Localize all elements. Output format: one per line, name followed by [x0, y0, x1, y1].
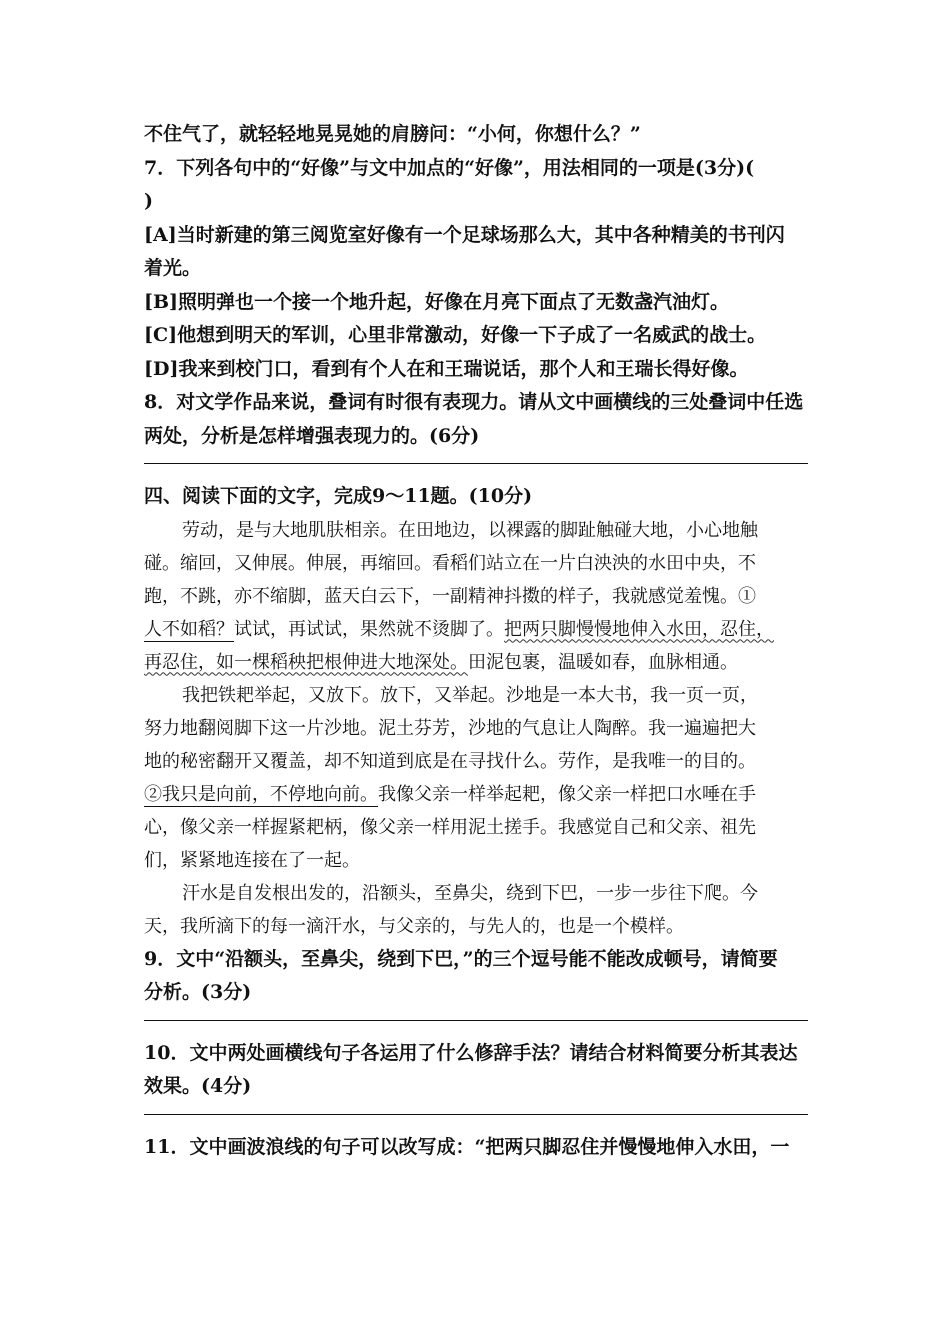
question-9-cont: 分析。(3分): [144, 981, 252, 1003]
passage-line: [144, 778, 808, 811]
option-a-cont: 着光。: [144, 257, 202, 279]
option-b: [B]照明弹也一个接一个地升起，好像在月亮下面点了无数盏汽油灯。: [144, 290, 730, 313]
question-11: 11．文中画波浪线的句子可以改写成：“把两只脚忍住并慢慢地伸入水田，一: [144, 1135, 790, 1158]
passage-line: [144, 613, 808, 646]
answer-line: [144, 1020, 808, 1021]
passage-text: 试试，再试试，果然就不烫脚了。: [234, 618, 504, 640]
question-10: 10．文中两处画横线句子各运用了什么修辞手法？请结合材料简要分析其表达: [144, 1041, 798, 1064]
wavy-sentence-cont: 再忍住，如一棵稻秧把根伸进大地深处。: [144, 651, 468, 673]
passage-line: 地的秘密翻开又覆盖，却不知道到底是在寻找什么。劳作，是我唯一的目的。: [144, 750, 756, 772]
passage-line: 跑，不跳，亦不缩脚，蓝天白云下，一副精神抖擞的样子，我就感觉羞愧。①: [144, 585, 756, 607]
option-a: [A]当时新建的第三阅览室好像有一个足球场那么大，其中各种精美的书刊闪: [144, 223, 785, 246]
underlined-sentence-2: ②我只是向前，不停地向前。: [144, 783, 378, 805]
passage-line: 天，我所滴下的每一滴汗水，与父亲的，与先人的，也是一个模样。: [144, 915, 684, 937]
question-8: 8．对文学作品来说，叠词有时很有表现力。请从文中画横线的三处叠词中任选: [144, 391, 804, 413]
wavy-sentence: 把两只脚慢慢地伸入水田，忍住，: [504, 618, 774, 640]
passage-line: 碰。缩回，又伸展。伸展，再缩回。看稻们站立在一片白泱泱的水田中央，不: [144, 552, 756, 574]
passage-line: 我把铁耙举起，又放下。放下，又举起。沙地是一本大书，我一页一页，: [182, 684, 758, 706]
text-line: ): [144, 190, 153, 212]
passage-line: 汗水是自发根出发的，沿额头，至鼻尖，绕到下巴，一步一步往下爬。今: [182, 882, 758, 904]
passage-line: 劳动，是与大地肌肤相亲。在田地边，以裸露的脚趾触碰大地，小心地触: [182, 519, 758, 541]
question-7: 7．下列各句中的“好像”与文中加点的“好像”，用法相同的一项是(3分)(: [144, 156, 755, 179]
answer-line: [144, 1114, 808, 1115]
answer-line: [144, 463, 808, 464]
passage-text: 田泥包裹，温暖如春，血脉相通。: [468, 651, 738, 673]
passage-text: 我像父亲一样举起耙，像父亲一样把口水唾在手: [378, 783, 756, 805]
question-10-cont: 效果。(4分): [144, 1075, 252, 1097]
underlined-sentence-1: 人不如稻？: [144, 618, 234, 640]
question-8-cont: 两处，分析是怎样增强表现力的。(6分): [144, 424, 480, 447]
option-d: [D]我来到校门口，看到有个人在和王瑞说话，那个人和王瑞长得好像。: [144, 357, 749, 380]
passage-line: 努力地翻阅脚下这一片沙地。泥土芬芳，沙地的气息让人陶醉。我一遍遍把大: [144, 717, 756, 739]
option-c: [C]他想到明天的军训，心里非常激动，好像一下子成了一名威武的战士。: [144, 324, 767, 346]
passage-line: [144, 646, 808, 679]
text-line: 不住气了，就轻轻地晃晃她的肩膀问：“小何，你想什么？”: [144, 123, 641, 145]
document-body: [144, 118, 808, 1164]
passage-line: 们，紧紧地连接在了一起。: [144, 849, 360, 871]
question-9: 9．文中“沿额头，至鼻尖，绕到下巴，”的三个逗号能不能改成顿号，请简要: [144, 947, 778, 970]
section-4-heading: 四、阅读下面的文字，完成9～11题。(10分): [144, 485, 533, 507]
passage-line: 心，像父亲一样握紧耙柄，像父亲一样用泥土搓手。我感觉自己和父亲、祖先: [144, 816, 756, 838]
